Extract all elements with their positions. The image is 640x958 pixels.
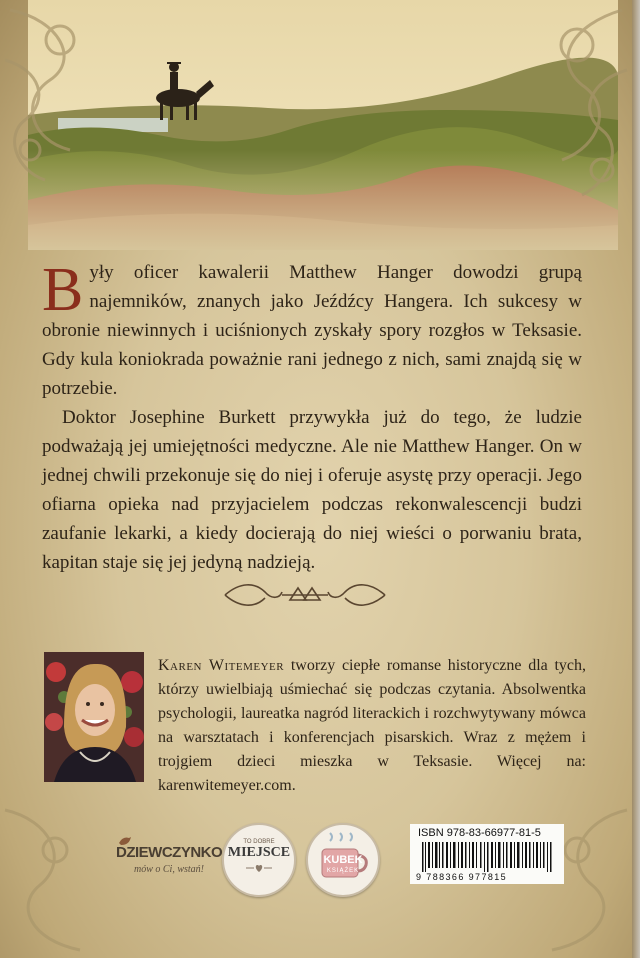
kubek-big-text: KUBEK	[323, 854, 363, 866]
kubek-small-text: KSIĄŻEK	[326, 868, 360, 874]
isbn-barcode-box	[410, 824, 564, 884]
blurb-text	[42, 258, 582, 577]
ornament-bottom-left	[0, 790, 120, 958]
ornament-top-right	[492, 0, 632, 240]
publisher-logo	[116, 834, 223, 882]
isbn-label: ISBN 978-83-66977-81-5	[418, 827, 541, 839]
miejsce-big-text: MIEJSCE	[227, 845, 291, 860]
barcode	[418, 842, 558, 872]
heart-icon	[244, 862, 274, 874]
isbn-digits: 9 788366 977815	[416, 872, 508, 882]
ornamental-divider	[220, 580, 390, 610]
blurb-paragraph-1-text: yły oficer kawalerii Matthew Hanger dowodzi grupą najemników, znanych jako Jeźdźcy Hangera. Ich sukcesy w obronie niewinnych i uciśnionych zyskały spory rozgłos w Teksasie. Gdy kula koniokrada poważnie rani jednego z nich, sami znajdą się w potrzebie.	[42, 262, 582, 399]
book-edge	[632, 0, 640, 958]
miejsce-small-text: TO DOBRE	[243, 839, 275, 845]
kubek-ksiazek-logo	[306, 823, 380, 897]
author-bio	[158, 654, 586, 798]
drop-cap: B	[42, 256, 84, 324]
ornament-top-left	[0, 0, 120, 220]
publisher-name: DZIEWCZYNKO	[116, 844, 223, 861]
author-name: Karen Witemeyer	[158, 657, 285, 674]
to-dobre-miejsce-logo	[222, 823, 296, 897]
publisher-tagline: mów o Ci, wstań!	[134, 864, 205, 875]
author-photo	[44, 652, 144, 782]
blurb-paragraph-2: Doktor Josephine Burkett przywykła już do tego, że ludzie podważają jej umiejętności medyczne. Ale nie Matthew Hanger. On w jednej chwili przekonuje się do niej i oferuje asystę przy operacji. Jego ofiarna opieka nad przyjacielem podczas rekonwalescencji budzi zaufanie lekarki, a kiedy docierają do niej wieści o porwaniu brata, kapitan staje się jej jedyną nadzieją.	[42, 407, 582, 573]
blurb-paragraph-1	[42, 258, 582, 403]
author-bio-text: tworzy ciepłe romanse historyczne dla tych, którzy uwielbiają uśmiechać się podczas czytania. Absolwentka psychologii, laureatka nagród literackich i rozchwytywany mówca na warsztatach i konferencjach pisarskich. Wraz z mężem i trojgiem dzieci mieszka w Teksasie. Więcej na: karenwitemeyer.com.	[158, 657, 587, 794]
